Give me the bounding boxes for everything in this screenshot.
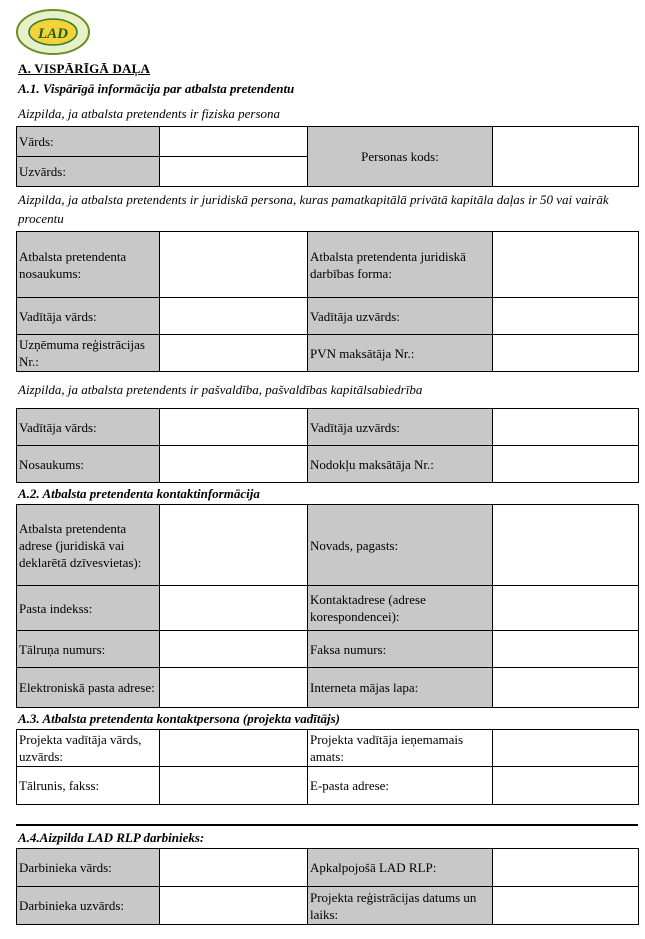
pm-position-label: Projekta vadītāja ieņemamais amats: — [308, 730, 493, 767]
phone-field[interactable] — [160, 631, 308, 668]
pm-position-field[interactable] — [493, 730, 639, 767]
municipal-table — [16, 408, 639, 483]
muni-name-field[interactable] — [160, 446, 308, 483]
contact-info-table — [16, 504, 639, 708]
district-label: Novads, pagasts: — [308, 505, 493, 586]
last-name-label: Uzvārds: — [17, 157, 160, 187]
lad-employee-table — [16, 848, 639, 925]
a2-title: A.2. Atbalsta pretendenta kontaktinformācija — [18, 486, 260, 501]
website-field[interactable] — [493, 668, 639, 708]
fax-label: Faksa numurs: — [308, 631, 493, 668]
reg-datetime-label: Projekta reģistrācijas datums un laiks: — [308, 887, 493, 925]
reg-datetime-field[interactable] — [493, 887, 639, 925]
note-legal: Aizpilda, ja atbalsta pretendents ir juridiskā persona, kuras pamatkapitālā privātā kapitāla daļas ir 50 vai vairāk procentu — [18, 192, 609, 226]
logo-text: LAD — [38, 26, 68, 42]
phone-fax-field[interactable] — [160, 767, 308, 805]
pm-name-label: Projekta vadītāja vārds, uzvārds: — [17, 730, 160, 767]
muni-name-label: Nosaukums: — [17, 446, 160, 483]
phone-label: Tālruņa numurs: — [17, 631, 160, 668]
manager-last-name-field[interactable] — [493, 298, 639, 335]
legal-form-label: Atbalsta pretendenta juridiskā darbības forma: — [308, 232, 493, 298]
first-name-label: Vārds: — [17, 127, 160, 157]
muni-manager-first-name-field[interactable] — [160, 409, 308, 446]
phone-fax-label: Tālrunis, fakss: — [17, 767, 160, 805]
lad-logo — [15, 8, 91, 56]
email-label: Elektroniskā pasta adrese: — [17, 668, 160, 708]
physical-person-table — [16, 126, 639, 187]
manager-first-name-label: Vadītāja vārds: — [17, 298, 160, 335]
a4-title: A.4.Aizpilda LAD RLP darbinieks: — [18, 830, 205, 845]
company-reg-no-label: Uzņēmuma reģistrācijas Nr.: — [17, 335, 160, 372]
email-field[interactable] — [160, 668, 308, 708]
employee-first-name-field[interactable] — [160, 849, 308, 887]
manager-last-name-label: Vadītāja uzvārds: — [308, 298, 493, 335]
personal-code-label: Personas kods: — [308, 127, 493, 187]
website-label: Interneta mājas lapa: — [308, 668, 493, 708]
a3-title: A.3. Atbalsta pretendenta kontaktpersona (projekta vadītājs) — [18, 711, 341, 726]
tax-no-label: Nodokļu maksātāja Nr.: — [308, 446, 493, 483]
section-divider — [16, 824, 638, 826]
company-reg-no-field[interactable] — [160, 335, 308, 372]
muni-manager-last-name-label: Vadītāja uzvārds: — [308, 409, 493, 446]
postcode-field[interactable] — [160, 586, 308, 631]
serving-office-label: Apkalpojošā LAD RLP: — [308, 849, 493, 887]
applicant-name-field[interactable] — [160, 232, 308, 298]
contact-address-field[interactable] — [493, 586, 639, 631]
vat-no-label: PVN maksātāja Nr.: — [308, 335, 493, 372]
muni-manager-last-name-field[interactable] — [493, 409, 639, 446]
pm-email-label: E-pasta adrese: — [308, 767, 493, 805]
a1-title: A.1. Vispārīgā informācija par atbalsta pretendentu — [18, 81, 295, 96]
legal-entity-table — [16, 231, 639, 372]
note-municipal: Aizpilda, ja atbalsta pretendents ir pašvaldība, pašvaldības kapitālsabiedrība — [18, 382, 423, 397]
last-name-field[interactable] — [160, 157, 308, 187]
muni-manager-first-name-label: Vadītāja vārds: — [17, 409, 160, 446]
contact-address-label: Kontaktadrese (adrese korespondencei): — [308, 586, 493, 631]
vat-no-field[interactable] — [493, 335, 639, 372]
employee-first-name-label: Darbinieka vārds: — [17, 849, 160, 887]
first-name-field[interactable] — [160, 127, 308, 157]
note-physical: Aizpilda, ja atbalsta pretendents ir fiziska persona — [18, 106, 281, 121]
legal-form-field[interactable] — [493, 232, 639, 298]
manager-first-name-field[interactable] — [160, 298, 308, 335]
postcode-label: Pasta indekss: — [17, 586, 160, 631]
section-a-heading: A. VISPĀRĪGĀ DAĻA — [18, 61, 151, 76]
pm-name-field[interactable] — [160, 730, 308, 767]
personal-code-field[interactable] — [493, 127, 639, 187]
employee-last-name-field[interactable] — [160, 887, 308, 925]
address-field[interactable] — [160, 505, 308, 586]
district-field[interactable] — [493, 505, 639, 586]
serving-office-field[interactable] — [493, 849, 639, 887]
applicant-name-label: Atbalsta pretendenta nosaukums: — [17, 232, 160, 298]
fax-field[interactable] — [493, 631, 639, 668]
contact-person-table — [16, 729, 639, 805]
pm-email-field[interactable] — [493, 767, 639, 805]
employee-last-name-label: Darbinieka uzvārds: — [17, 887, 160, 925]
address-label: Atbalsta pretendenta adrese (juridiskā vai deklarētā dzīvesvietas): — [17, 505, 160, 586]
tax-no-field[interactable] — [493, 446, 639, 483]
